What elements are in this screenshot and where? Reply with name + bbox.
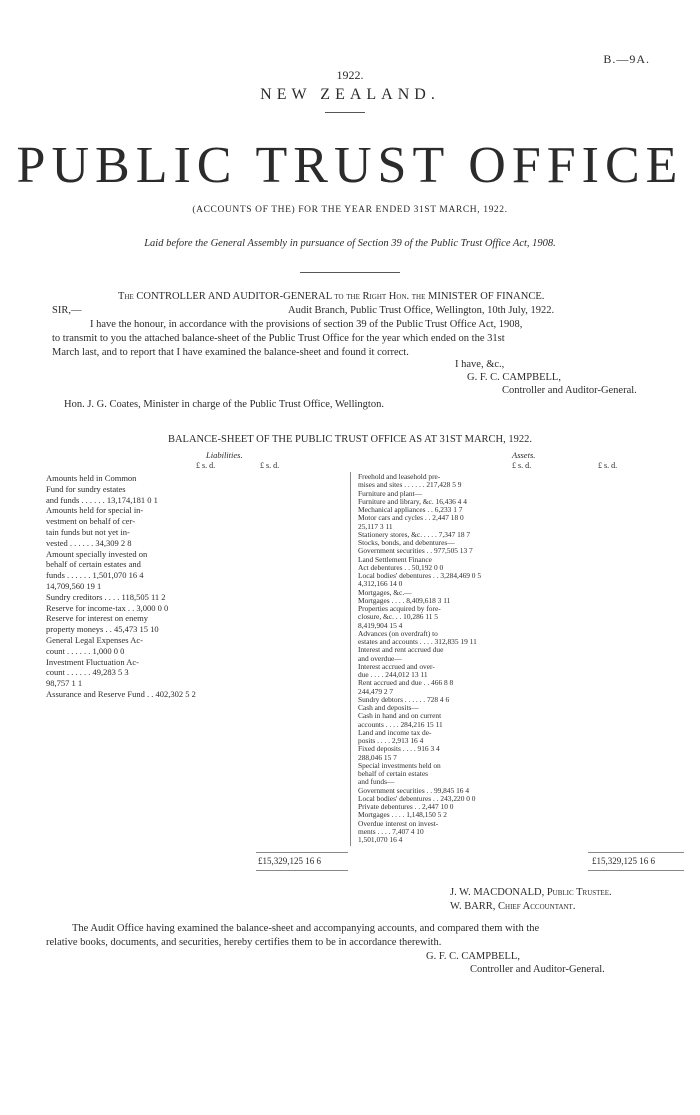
document-year: 1922. bbox=[336, 68, 364, 82]
ledger-line: Fund for sundry estates bbox=[46, 483, 126, 494]
page-subtitle: (ACCOUNTS OF THE) FOR THE YEAR ENDED 31ST MARCH, 1922. bbox=[192, 205, 508, 215]
ledger-line: Cash and deposits— bbox=[358, 703, 419, 712]
assets-total: £15,329,125 16 6 bbox=[592, 856, 655, 866]
ledger-subtotal: 25,117 3 11 bbox=[358, 521, 393, 531]
ledger-line: Mortgages, &c.— bbox=[358, 587, 412, 597]
ledger-line: Sundry debtors . . . . . . 728 4 6 bbox=[358, 694, 450, 704]
assets-list bbox=[358, 473, 688, 844]
liabilities-total-rule bbox=[256, 870, 348, 871]
ledger-line: Overdue interest on invest- bbox=[358, 818, 439, 828]
ledger-line: Act debentures . . 50,192 0 0 bbox=[358, 562, 444, 572]
ledger-line: Interest and rent accrued due bbox=[358, 645, 444, 655]
ledger-line: Amount specially invested on bbox=[46, 548, 148, 559]
letter-addressee: Hon. J. G. Coates, Minister in charge of the Public Trust Office, Wellington. bbox=[64, 399, 384, 410]
ledger-line: tain funds but not yet in- bbox=[46, 526, 130, 537]
ledger-line: and funds— bbox=[358, 777, 395, 787]
section-divider bbox=[300, 272, 400, 273]
ledger-line: vestment on behalf of cer- bbox=[46, 516, 136, 527]
ledger-line: Amounts held in Common bbox=[46, 473, 137, 483]
assets-unit-header: £ s. d. bbox=[598, 461, 618, 470]
ledger-line: Government securities . . 99,845 16 4 bbox=[358, 785, 470, 795]
liabilities-total-rule bbox=[256, 852, 348, 853]
ledger-line: Assurance and Reserve Fund . . 402,302 5 2 bbox=[46, 688, 196, 699]
liabilities-total: £15,329,125 16 6 bbox=[258, 856, 321, 866]
ledger-line: count . . . . . . 1,000 0 0 bbox=[46, 645, 125, 656]
ledger-line: posits . . . . 2,913 16 4 bbox=[358, 736, 424, 745]
certificate-signatory-title: Controller and Auditor-General. bbox=[470, 964, 605, 975]
letter-address: Audit Branch, Public Trust Office, Wellington, 10th July, 1922. bbox=[288, 305, 555, 316]
ledger-line: Local bodies' debentures . . 3,284,469 0 5 bbox=[358, 571, 482, 580]
letter-body-line: March last, and to report that I have examined the balance-sheet and found it correct. bbox=[52, 347, 409, 358]
page-title: PUBLIC TRUST OFFICE bbox=[16, 137, 684, 194]
header-divider bbox=[325, 112, 365, 113]
ledger-line: vested . . . . . . 34,309 2 8 bbox=[46, 537, 132, 548]
ledger-line: Amounts held for special in- bbox=[46, 505, 144, 516]
ledger-line: mises and sites . . . . . . 217,428 5 9 bbox=[358, 480, 462, 490]
letter-heading: The CONTROLLER AND AUDITOR-GENERAL to the Right Hon. the MINISTER OF FINANCE. bbox=[118, 291, 545, 302]
ledger-line: Mortgages . . . . 1,148,150 5 2 bbox=[358, 810, 447, 820]
ledger-line: due . . . . 244,012 13 11 bbox=[358, 670, 428, 679]
ledger-line: Stocks, bonds, and debentures— bbox=[358, 538, 455, 547]
ledger-line: Furniture and plant— bbox=[358, 488, 423, 498]
liabilities-unit-header: £ s. d. bbox=[196, 461, 216, 470]
ledger-line: General Legal Expenses Ac- bbox=[46, 634, 143, 645]
ledger-line: Mechanical appliances . . 6,233 1 7 bbox=[358, 505, 463, 514]
audit-certificate-line: The Audit Office having examined the balance-sheet and accompanying accounts, and compared them with the bbox=[72, 923, 540, 934]
chief-accountant-signature: W. BARR, Chief Accountant. bbox=[450, 901, 576, 912]
letter-signatory: G. F. C. CAMPBELL, bbox=[467, 372, 561, 383]
ledger-line: count . . . . . . 49,283 5 3 bbox=[46, 667, 129, 678]
audit-certificate-line: relative books, documents, and securities, hereby certifies them to be in accordance therewith. bbox=[46, 937, 442, 948]
ledger-line: accounts . . . . 284,216 15 11 bbox=[358, 719, 443, 729]
ledger-subtotal: 14,709,560 19 1 bbox=[46, 580, 102, 591]
assets-total-rule bbox=[588, 852, 684, 853]
ledger-line: Advances (on overdraft) to bbox=[358, 628, 438, 638]
ledger-line: Investment Fluctuation Ac- bbox=[46, 656, 140, 667]
document-reference: B.—9A. bbox=[603, 52, 650, 66]
letter-salutation: SIR,— bbox=[52, 305, 82, 316]
ledger-line: Fixed deposits . . . . 916 3 4 bbox=[358, 744, 440, 754]
ledger-line: and overdue— bbox=[358, 653, 402, 663]
ledger-line: behalf of certain estates bbox=[358, 769, 428, 778]
ledger-line: Private debentures . . 2,447 10 0 bbox=[358, 802, 454, 811]
certificate-signatory: G. F. C. CAMPBELL, bbox=[426, 951, 520, 962]
balance-sheet-title: BALANCE-SHEET OF THE PUBLIC TRUST OFFICE AS AT 31ST MARCH, 1922. bbox=[167, 434, 533, 445]
ledger-line: estates and accounts . . . . 312,835 19 11 bbox=[358, 637, 477, 646]
ledger-line: Sundry creditors . . . . 118,505 11 2 bbox=[46, 591, 166, 602]
ledger-line: Stationery stores, &c. . . . . 7,347 18 7 bbox=[358, 529, 471, 539]
ledger-line: Rent accrued and due . . 466 8 8 bbox=[358, 678, 454, 688]
letter-body-line: I have the honour, in accordance with the provisions of section 39 of the Public Trust Office Act, 1908, bbox=[90, 319, 523, 330]
ledger-subtotal: 8,419,904 15 4 bbox=[358, 620, 403, 630]
assets-heading: Assets. bbox=[512, 450, 536, 460]
ledger-line: Land and income tax de- bbox=[358, 727, 432, 737]
ledger-subtotal: 4,312,166 14 0 bbox=[358, 579, 403, 589]
ledger-line: Motor cars and cycles . . 2,447 18 0 bbox=[358, 513, 464, 523]
letter-signatory-title: Controller and Auditor-General. bbox=[502, 385, 637, 396]
ledger-line: Special investments held on bbox=[358, 760, 441, 770]
ledger-line: closure, &c. . . 10,286 11 5 bbox=[358, 612, 438, 622]
ledger-line: Reserve for interest on enemy bbox=[46, 613, 148, 624]
letter-closing: I have, &c., bbox=[455, 359, 505, 370]
ledger-subtotal: 1,501,070 16 4 bbox=[358, 835, 403, 844]
ledger-line: and funds . . . . . . 13,174,181 0 1 bbox=[46, 494, 158, 505]
ledger-line: Furniture and library, &c. 16,436 4 4 bbox=[358, 496, 467, 506]
ledger-subtotal: 244,479 2 7 bbox=[358, 686, 394, 696]
ledger-subtotal: 288,046 15 7 bbox=[358, 752, 397, 762]
ledger-line: Interest accrued and over- bbox=[358, 661, 435, 671]
ledger-line: ments . . . . 7,407 4 10 bbox=[358, 826, 424, 836]
liabilities-list bbox=[46, 473, 346, 700]
letter-body-line: to transmit to you the attached balance-sheet of the Public Trust Office for the year which ended on the 31st bbox=[52, 333, 505, 344]
ledger-line: Government securities . . 977,505 13 7 bbox=[358, 546, 473, 556]
laid-before-note: Laid before the General Assembly in pursuance of Section 39 of the Public Trust Office Act, 1908. bbox=[144, 238, 556, 249]
country-heading: NEW ZEALAND. bbox=[260, 86, 440, 103]
assets-total-rule bbox=[588, 870, 684, 871]
ledger-subtotal: 98,757 1 1 bbox=[46, 678, 83, 689]
column-divider bbox=[350, 472, 351, 846]
liabilities-heading: Liabilities. bbox=[206, 450, 243, 460]
ledger-line: Land Settlement Finance bbox=[358, 554, 432, 564]
ledger-line: Freehold and leasehold pre- bbox=[358, 472, 441, 481]
ledger-line: Local bodies' debentures . . 243,220 0 0 bbox=[358, 793, 476, 803]
ledger-line: property moneys . . 45,473 15 10 bbox=[46, 624, 159, 635]
public-trustee-signature: J. W. MACDONALD, Public Trustee. bbox=[450, 887, 612, 898]
ledger-line: behalf of certain estates and bbox=[46, 559, 141, 570]
assets-unit-header: £ s. d. bbox=[512, 461, 532, 470]
ledger-line: Properties acquired by fore- bbox=[358, 604, 441, 613]
ledger-line: funds . . . . . . 1,501,070 16 4 bbox=[46, 570, 144, 581]
ledger-line: Reserve for income-tax . . 3,000 0 0 bbox=[46, 602, 169, 613]
ledger-line: Cash in hand and on current bbox=[358, 711, 442, 721]
ledger-line: Mortgages . . . . 8,409,618 3 11 bbox=[358, 595, 451, 605]
liabilities-unit-header: £ s. d. bbox=[260, 461, 280, 470]
